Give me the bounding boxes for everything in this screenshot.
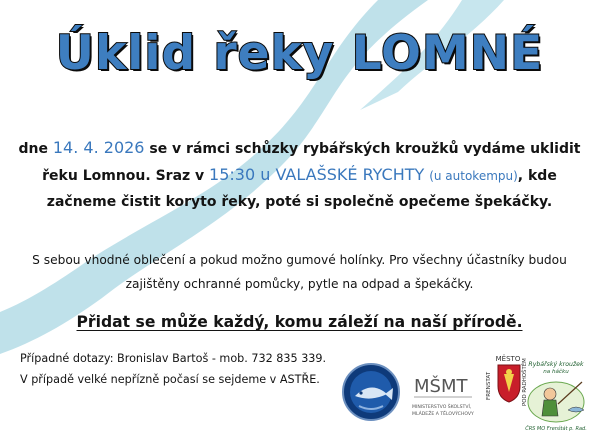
town-logo-left: FRENŠTÁT (486, 371, 492, 400)
intro-text (14, 135, 585, 215)
fishing-union-logo (341, 362, 401, 422)
event-place: VALAŠSKÉ RYCHTY (275, 165, 425, 184)
equipment-line-2: zajištěny ochranné pomůcky, pytle na odpad a špekáčky. (125, 277, 474, 291)
club-logo-title-1: Rybářský kroužek (528, 361, 584, 368)
weather-note: V případě velké nepřízně počasí se sejdeme v ASTŘE. (20, 373, 320, 386)
contact-line: Případné dotazy: Bronislav Bartoš - mob. 732 835 339. (20, 352, 327, 365)
event-time: 15:30 u (209, 165, 276, 184)
msmt-logo-mark: MŠMT (414, 376, 468, 397)
town-logo-bottom: POD RADHOŠTĚM (522, 358, 528, 406)
msmt-logo-caption-1: MINISTERSTVO ŠKOLSTVÍ, (412, 405, 472, 410)
equipment-line-1: S sebou vhodné oblečení a pokud možno gumové holínky. Pro všechny účastníky budou (32, 253, 567, 267)
club-logo-title-2: na háčku (543, 369, 569, 375)
event-place-note: (u autokempu) (429, 169, 518, 183)
intro-line-1: dne 14. 4. 2026 se v rámci schůzky rybářských kroužků vydáme uklidit (18, 138, 581, 157)
page-title: Úklid řeky LOMNÉ (55, 26, 544, 81)
call-to-action (0, 311, 599, 333)
msmt-logo (406, 368, 484, 424)
event-date: 14. 4. 2026 (52, 138, 145, 157)
intro-line-3: začneme čistit koryto řeky, poté si společně opečeme špekáčky. (46, 194, 553, 210)
club-logo-bottom: ČRS MO Frenštát p. Rad. (525, 426, 587, 432)
intro-line-2: řeku Lomnou. Sraz v 15:30 u VALAŠSKÉ RYCHTY (u autokempu), kde (42, 165, 557, 184)
contacts (20, 348, 340, 390)
msmt-logo-caption-2: MLÁDEŽE A TĚLOVÝCHOVY (412, 412, 474, 417)
call-to-action-text: Přidat se může každý, komu záleží na naší přírodě. (76, 313, 523, 331)
fishing-club-logo (516, 358, 596, 434)
equipment-text (8, 248, 591, 296)
town-logo-top: MĚSTO (495, 355, 521, 363)
